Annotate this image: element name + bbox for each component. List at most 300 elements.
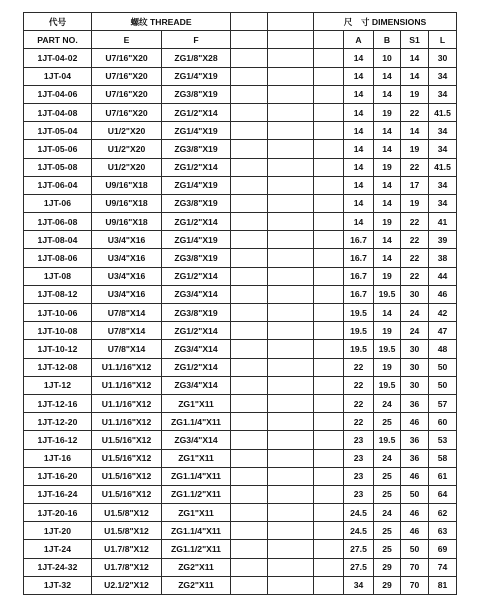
blank-cell bbox=[231, 140, 268, 158]
thread-e-cell: U9/16"X18 bbox=[92, 194, 162, 212]
blank-cell bbox=[314, 304, 344, 322]
dim-s1-cell: 36 bbox=[401, 431, 429, 449]
thread-e-cell: U7/8"X14 bbox=[92, 304, 162, 322]
part-number-cell: 1JT-04-02 bbox=[24, 49, 92, 67]
thread-e-cell: U3/4"X16 bbox=[92, 231, 162, 249]
dim-b-cell: 19 bbox=[374, 213, 401, 231]
col-e-header: E bbox=[92, 31, 162, 49]
blank-cell bbox=[268, 231, 314, 249]
dim-b-cell: 14 bbox=[374, 67, 401, 85]
part-number-cell: 1JT-06-08 bbox=[24, 213, 92, 231]
dim-s1-cell: 46 bbox=[401, 522, 429, 540]
table-row bbox=[24, 213, 457, 231]
dim-l-cell: 39 bbox=[429, 231, 457, 249]
table-row bbox=[24, 576, 457, 594]
thread-e-cell: U1.1/16"X12 bbox=[92, 376, 162, 394]
dim-a-cell: 16.7 bbox=[344, 231, 374, 249]
dim-b-cell: 29 bbox=[374, 576, 401, 594]
thread-e-cell: U1.5/8"X12 bbox=[92, 522, 162, 540]
dim-l-cell: 30 bbox=[429, 49, 457, 67]
dim-b-cell: 24 bbox=[374, 394, 401, 412]
dim-b-cell: 14 bbox=[374, 176, 401, 194]
table-row bbox=[24, 49, 457, 67]
blank-cell bbox=[314, 140, 344, 158]
thread-f-cell: ZG3/8"X19 bbox=[162, 249, 231, 267]
blank-cell bbox=[268, 176, 314, 194]
table-row bbox=[24, 504, 457, 522]
table-row bbox=[24, 158, 457, 176]
part-number-cell: 1JT-20-16 bbox=[24, 504, 92, 522]
thread-f-cell: ZG2"X11 bbox=[162, 558, 231, 576]
blank-cell bbox=[314, 176, 344, 194]
blank-cell bbox=[268, 85, 314, 103]
dim-a-cell: 34 bbox=[344, 576, 374, 594]
table-row bbox=[24, 322, 457, 340]
dim-l-cell: 47 bbox=[429, 322, 457, 340]
dim-b-cell: 14 bbox=[374, 304, 401, 322]
blank-cell bbox=[268, 304, 314, 322]
blank-cell bbox=[268, 522, 314, 540]
dim-l-cell: 42 bbox=[429, 304, 457, 322]
thread-f-cell: ZG1/4"X19 bbox=[162, 231, 231, 249]
dim-s1-cell: 17 bbox=[401, 176, 429, 194]
dim-l-cell: 38 bbox=[429, 249, 457, 267]
dimension-table-sheet bbox=[23, 12, 457, 595]
dim-s1-cell: 36 bbox=[401, 394, 429, 412]
part-number-cell: 1JT-20 bbox=[24, 522, 92, 540]
dim-s1-cell: 14 bbox=[401, 67, 429, 85]
thread-f-cell: ZG1/8"X28 bbox=[162, 49, 231, 67]
table-row bbox=[24, 413, 457, 431]
blank-cell bbox=[314, 576, 344, 594]
thread-e-cell: U7/16"X20 bbox=[92, 67, 162, 85]
dim-a-cell: 16.7 bbox=[344, 267, 374, 285]
dim-l-cell: 48 bbox=[429, 340, 457, 358]
header-row-primary bbox=[24, 13, 457, 31]
part-number-cell: 1JT-05-04 bbox=[24, 122, 92, 140]
dim-l-cell: 34 bbox=[429, 140, 457, 158]
blank-cell bbox=[268, 376, 314, 394]
table-row bbox=[24, 140, 457, 158]
dim-s1-cell: 30 bbox=[401, 285, 429, 303]
thread-f-cell: ZG3/8"X19 bbox=[162, 85, 231, 103]
dim-a-cell: 14 bbox=[344, 194, 374, 212]
dim-b-cell: 14 bbox=[374, 122, 401, 140]
part-number-cell: 1JT-05-08 bbox=[24, 158, 92, 176]
dim-a-cell: 19.5 bbox=[344, 304, 374, 322]
dim-b-cell: 24 bbox=[374, 449, 401, 467]
dim-b-cell: 25 bbox=[374, 485, 401, 503]
thread-e-cell: U2.1/2"X12 bbox=[92, 576, 162, 594]
dim-b-cell: 25 bbox=[374, 540, 401, 558]
blank-cell bbox=[314, 158, 344, 176]
part-number-cell: 1JT-16-12 bbox=[24, 431, 92, 449]
table-row bbox=[24, 67, 457, 85]
blank-cell bbox=[314, 449, 344, 467]
blank-cell bbox=[231, 485, 268, 503]
dim-b-cell: 19.5 bbox=[374, 376, 401, 394]
dimension-table bbox=[23, 12, 457, 595]
dim-a-cell: 16.7 bbox=[344, 249, 374, 267]
thread-f-cell: ZG1/2"X14 bbox=[162, 267, 231, 285]
dim-b-cell: 19.5 bbox=[374, 340, 401, 358]
dim-a-cell: 14 bbox=[344, 140, 374, 158]
dim-b-cell: 10 bbox=[374, 49, 401, 67]
table-body bbox=[24, 49, 457, 595]
blank-cell bbox=[314, 358, 344, 376]
dim-s1-cell: 46 bbox=[401, 504, 429, 522]
table-row bbox=[24, 103, 457, 121]
thread-f-cell: ZG3/8"X19 bbox=[162, 140, 231, 158]
dim-a-cell: 19.5 bbox=[344, 340, 374, 358]
dim-a-cell: 24.5 bbox=[344, 522, 374, 540]
thread-f-cell: ZG1/2"X14 bbox=[162, 158, 231, 176]
dim-s1-cell: 19 bbox=[401, 194, 429, 212]
dim-l-cell: 34 bbox=[429, 67, 457, 85]
thread-f-cell: ZG1/2"X14 bbox=[162, 103, 231, 121]
dim-a-cell: 14 bbox=[344, 103, 374, 121]
dim-b-cell: 14 bbox=[374, 85, 401, 103]
blank-cell bbox=[314, 103, 344, 121]
dim-s1-cell: 36 bbox=[401, 449, 429, 467]
dim-l-cell: 34 bbox=[429, 122, 457, 140]
part-number-cell: 1JT-16-20 bbox=[24, 467, 92, 485]
part-number-cell: 1JT-12-08 bbox=[24, 358, 92, 376]
dim-s1-cell: 22 bbox=[401, 231, 429, 249]
blank-cell bbox=[314, 467, 344, 485]
blank-cell bbox=[268, 322, 314, 340]
blank-cell bbox=[268, 576, 314, 594]
dim-l-cell: 69 bbox=[429, 540, 457, 558]
dim-b-cell: 19.5 bbox=[374, 285, 401, 303]
blank-cell bbox=[231, 431, 268, 449]
dim-a-cell: 22 bbox=[344, 394, 374, 412]
dim-s1-cell: 50 bbox=[401, 485, 429, 503]
table-row bbox=[24, 249, 457, 267]
thread-f-cell: ZG3/8"X19 bbox=[162, 304, 231, 322]
table-row bbox=[24, 267, 457, 285]
thread-e-cell: U1.5/16"X12 bbox=[92, 467, 162, 485]
blank-cell bbox=[268, 194, 314, 212]
blank-cell bbox=[231, 558, 268, 576]
blank-cell bbox=[231, 158, 268, 176]
blank-cell bbox=[231, 49, 268, 67]
dim-s1-cell: 70 bbox=[401, 558, 429, 576]
dim-b-cell: 19.5 bbox=[374, 431, 401, 449]
dimensions-header: 尺 寸 DIMENSIONS bbox=[314, 13, 457, 31]
thread-e-cell: U1.1/16"X12 bbox=[92, 358, 162, 376]
thread-f-cell: ZG1/2"X14 bbox=[162, 358, 231, 376]
dim-a-cell: 19.5 bbox=[344, 322, 374, 340]
blank-cell bbox=[314, 340, 344, 358]
blank-cell bbox=[314, 413, 344, 431]
table-row bbox=[24, 558, 457, 576]
dim-l-cell: 61 bbox=[429, 467, 457, 485]
blank-header-2 bbox=[268, 13, 314, 31]
blank-cell bbox=[314, 49, 344, 67]
part-number-cell: 1JT-24-32 bbox=[24, 558, 92, 576]
blank-cell bbox=[231, 394, 268, 412]
part-number-cell: 1JT-10-08 bbox=[24, 322, 92, 340]
blank-cell bbox=[314, 376, 344, 394]
blank-cell bbox=[231, 504, 268, 522]
blank-cell bbox=[231, 194, 268, 212]
dim-a-cell: 14 bbox=[344, 49, 374, 67]
part-number-cell: 1JT-16-24 bbox=[24, 485, 92, 503]
part-number-cell: 1JT-10-12 bbox=[24, 340, 92, 358]
blank-cell bbox=[268, 504, 314, 522]
dim-l-cell: 46 bbox=[429, 285, 457, 303]
thread-f-cell: ZG3/4"X14 bbox=[162, 340, 231, 358]
table-row bbox=[24, 358, 457, 376]
thread-e-cell: U1.7/8"X12 bbox=[92, 540, 162, 558]
col-s1-header: S1 bbox=[401, 31, 429, 49]
blank-cell bbox=[314, 85, 344, 103]
thread-f-cell: ZG1/4"X19 bbox=[162, 67, 231, 85]
dim-l-cell: 81 bbox=[429, 576, 457, 594]
dim-s1-cell: 22 bbox=[401, 158, 429, 176]
blank-cell bbox=[231, 467, 268, 485]
thread-e-cell: U9/16"X18 bbox=[92, 213, 162, 231]
dim-l-cell: 57 bbox=[429, 394, 457, 412]
dim-b-cell: 19 bbox=[374, 158, 401, 176]
dim-b-cell: 14 bbox=[374, 194, 401, 212]
blank-cell bbox=[268, 467, 314, 485]
part-number-cell: 1JT-04-08 bbox=[24, 103, 92, 121]
dim-s1-cell: 22 bbox=[401, 103, 429, 121]
thread-f-cell: ZG1.1/2"X11 bbox=[162, 485, 231, 503]
thread-e-cell: U7/16"X20 bbox=[92, 103, 162, 121]
thread-e-cell: U9/16"X18 bbox=[92, 176, 162, 194]
part-number-header-cn: 代号 bbox=[24, 13, 92, 31]
blank-cell bbox=[314, 194, 344, 212]
blank-cell bbox=[231, 122, 268, 140]
thread-f-cell: ZG1.1/2"X11 bbox=[162, 540, 231, 558]
blank-cell bbox=[268, 285, 314, 303]
blank-cell bbox=[231, 85, 268, 103]
part-number-cell: 1JT-16 bbox=[24, 449, 92, 467]
blank-cell bbox=[314, 249, 344, 267]
blank-cell bbox=[231, 267, 268, 285]
dim-b-cell: 19 bbox=[374, 267, 401, 285]
table-row bbox=[24, 376, 457, 394]
table-row bbox=[24, 340, 457, 358]
dim-s1-cell: 14 bbox=[401, 122, 429, 140]
blank-cell bbox=[231, 449, 268, 467]
table-row bbox=[24, 122, 457, 140]
blank-cell bbox=[268, 140, 314, 158]
thread-e-cell: U1.1/16"X12 bbox=[92, 394, 162, 412]
dim-l-cell: 41.5 bbox=[429, 103, 457, 121]
thread-f-cell: ZG3/4"X14 bbox=[162, 285, 231, 303]
blank-cell bbox=[231, 67, 268, 85]
thread-e-cell: U7/8"X14 bbox=[92, 322, 162, 340]
part-number-cell: 1JT-10-06 bbox=[24, 304, 92, 322]
dim-l-cell: 50 bbox=[429, 358, 457, 376]
thread-f-cell: ZG1/4"X19 bbox=[162, 176, 231, 194]
dim-a-cell: 14 bbox=[344, 176, 374, 194]
part-number-cell: 1JT-24 bbox=[24, 540, 92, 558]
header-row-secondary bbox=[24, 31, 457, 49]
dim-l-cell: 34 bbox=[429, 85, 457, 103]
dim-s1-cell: 22 bbox=[401, 249, 429, 267]
dim-b-cell: 25 bbox=[374, 467, 401, 485]
table-row bbox=[24, 449, 457, 467]
thread-f-cell: ZG1"X11 bbox=[162, 504, 231, 522]
blank-cell bbox=[268, 449, 314, 467]
thread-e-cell: U3/4"X16 bbox=[92, 285, 162, 303]
dim-l-cell: 58 bbox=[429, 449, 457, 467]
blank-cell bbox=[231, 285, 268, 303]
table-row bbox=[24, 194, 457, 212]
dim-a-cell: 27.5 bbox=[344, 540, 374, 558]
thread-e-cell: U1.5/16"X12 bbox=[92, 485, 162, 503]
blank-cell bbox=[314, 213, 344, 231]
dim-a-cell: 22 bbox=[344, 358, 374, 376]
blank-cell bbox=[231, 176, 268, 194]
dim-a-cell: 24.5 bbox=[344, 504, 374, 522]
blank-cell bbox=[314, 285, 344, 303]
thread-f-cell: ZG3/4"X14 bbox=[162, 431, 231, 449]
dim-s1-cell: 14 bbox=[401, 49, 429, 67]
dim-a-cell: 14 bbox=[344, 122, 374, 140]
dim-b-cell: 14 bbox=[374, 231, 401, 249]
thread-e-cell: U7/8"X14 bbox=[92, 340, 162, 358]
thread-header: 螺纹 THREADE bbox=[92, 13, 231, 31]
blank-header-4 bbox=[268, 31, 314, 49]
part-number-cell: 1JT-04-06 bbox=[24, 85, 92, 103]
table-row bbox=[24, 467, 457, 485]
table-row bbox=[24, 176, 457, 194]
part-number-cell: 1JT-08-06 bbox=[24, 249, 92, 267]
dim-a-cell: 22 bbox=[344, 413, 374, 431]
col-b-header: B bbox=[374, 31, 401, 49]
part-number-cell: 1JT-08-12 bbox=[24, 285, 92, 303]
blank-cell bbox=[268, 358, 314, 376]
part-number-cell: 1JT-05-06 bbox=[24, 140, 92, 158]
thread-f-cell: ZG2"X11 bbox=[162, 576, 231, 594]
blank-cell bbox=[231, 340, 268, 358]
dim-l-cell: 34 bbox=[429, 194, 457, 212]
dim-s1-cell: 24 bbox=[401, 322, 429, 340]
dim-l-cell: 44 bbox=[429, 267, 457, 285]
part-number-header-en: PART NO. bbox=[24, 31, 92, 49]
blank-cell bbox=[231, 358, 268, 376]
dim-l-cell: 34 bbox=[429, 176, 457, 194]
dim-a-cell: 23 bbox=[344, 467, 374, 485]
blank-cell bbox=[314, 558, 344, 576]
thread-f-cell: ZG1.1/4"X11 bbox=[162, 467, 231, 485]
dim-s1-cell: 30 bbox=[401, 340, 429, 358]
thread-e-cell: U1/2"X20 bbox=[92, 158, 162, 176]
thread-f-cell: ZG1"X11 bbox=[162, 449, 231, 467]
part-number-cell: 1JT-08-04 bbox=[24, 231, 92, 249]
dim-s1-cell: 46 bbox=[401, 413, 429, 431]
dim-a-cell: 22 bbox=[344, 376, 374, 394]
dim-a-cell: 27.5 bbox=[344, 558, 374, 576]
blank-cell bbox=[268, 340, 314, 358]
dim-l-cell: 63 bbox=[429, 522, 457, 540]
thread-e-cell: U3/4"X16 bbox=[92, 267, 162, 285]
blank-cell bbox=[268, 558, 314, 576]
thread-f-cell: ZG1.1/4"X11 bbox=[162, 413, 231, 431]
part-number-cell: 1JT-06-04 bbox=[24, 176, 92, 194]
dim-s1-cell: 70 bbox=[401, 576, 429, 594]
blank-cell bbox=[268, 103, 314, 121]
blank-cell bbox=[314, 431, 344, 449]
blank-header-3 bbox=[231, 31, 268, 49]
table-row bbox=[24, 485, 457, 503]
col-f-header: F bbox=[162, 31, 231, 49]
dim-a-cell: 14 bbox=[344, 85, 374, 103]
table-row bbox=[24, 85, 457, 103]
blank-cell bbox=[231, 376, 268, 394]
dim-b-cell: 19 bbox=[374, 358, 401, 376]
dim-b-cell: 19 bbox=[374, 322, 401, 340]
blank-cell bbox=[314, 485, 344, 503]
dim-a-cell: 14 bbox=[344, 213, 374, 231]
thread-f-cell: ZG3/8"X19 bbox=[162, 194, 231, 212]
dim-s1-cell: 19 bbox=[401, 85, 429, 103]
blank-cell bbox=[268, 485, 314, 503]
blank-cell bbox=[268, 158, 314, 176]
thread-e-cell: U3/4"X16 bbox=[92, 249, 162, 267]
dim-s1-cell: 19 bbox=[401, 140, 429, 158]
blank-cell bbox=[231, 213, 268, 231]
dim-l-cell: 64 bbox=[429, 485, 457, 503]
table-row bbox=[24, 522, 457, 540]
thread-e-cell: U7/16"X20 bbox=[92, 49, 162, 67]
dim-s1-cell: 24 bbox=[401, 304, 429, 322]
dim-a-cell: 14 bbox=[344, 158, 374, 176]
blank-cell bbox=[268, 431, 314, 449]
dim-b-cell: 14 bbox=[374, 249, 401, 267]
dim-l-cell: 53 bbox=[429, 431, 457, 449]
dim-s1-cell: 30 bbox=[401, 358, 429, 376]
dim-s1-cell: 22 bbox=[401, 213, 429, 231]
table-row bbox=[24, 231, 457, 249]
blank-cell bbox=[268, 49, 314, 67]
dim-l-cell: 50 bbox=[429, 376, 457, 394]
blank-cell bbox=[231, 103, 268, 121]
col-a-header: A bbox=[344, 31, 374, 49]
table-row bbox=[24, 394, 457, 412]
dim-l-cell: 41.5 bbox=[429, 158, 457, 176]
blank-cell bbox=[231, 413, 268, 431]
dim-b-cell: 25 bbox=[374, 522, 401, 540]
blank-cell bbox=[231, 322, 268, 340]
thread-e-cell: U1.7/8"X12 bbox=[92, 558, 162, 576]
blank-cell bbox=[314, 267, 344, 285]
col-l-header: L bbox=[429, 31, 457, 49]
dim-a-cell: 23 bbox=[344, 449, 374, 467]
blank-cell bbox=[268, 67, 314, 85]
dim-b-cell: 24 bbox=[374, 504, 401, 522]
thread-e-cell: U1.5/16"X12 bbox=[92, 431, 162, 449]
dim-a-cell: 16.7 bbox=[344, 285, 374, 303]
part-number-cell: 1JT-12 bbox=[24, 376, 92, 394]
blank-cell bbox=[231, 249, 268, 267]
dim-l-cell: 62 bbox=[429, 504, 457, 522]
blank-header-1 bbox=[231, 13, 268, 31]
dim-s1-cell: 46 bbox=[401, 467, 429, 485]
blank-header-5 bbox=[314, 31, 344, 49]
blank-cell bbox=[314, 504, 344, 522]
blank-cell bbox=[231, 231, 268, 249]
table-row bbox=[24, 304, 457, 322]
dim-s1-cell: 22 bbox=[401, 267, 429, 285]
blank-cell bbox=[268, 413, 314, 431]
